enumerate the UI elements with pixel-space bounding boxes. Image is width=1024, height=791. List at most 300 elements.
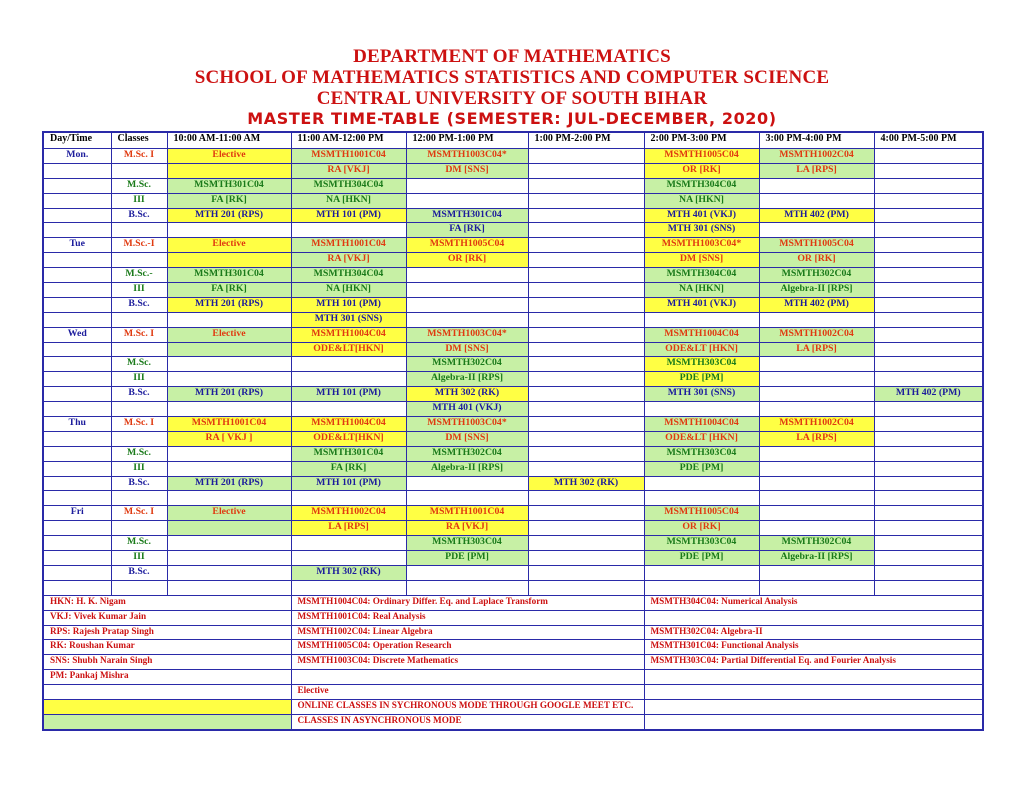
schedule-cell: [874, 357, 983, 372]
schedule-cell: [759, 446, 874, 461]
schedule-cell: [874, 253, 983, 268]
schedule-cell: MSMTH1003C04*: [406, 149, 528, 164]
schedule-cell: MSMTH1004C04: [291, 327, 406, 342]
schedule-cell: [759, 387, 874, 402]
table-row: [43, 178, 983, 193]
schedule-cell: [759, 580, 874, 595]
column-header: 10:00 AM-11:00 AM: [167, 132, 291, 149]
day-label: [43, 521, 111, 536]
schedule-cell: [291, 357, 406, 372]
day-label: Tue: [43, 238, 111, 253]
column-header: 12:00 PM-1:00 PM: [406, 132, 528, 149]
schedule-cell: [644, 565, 759, 580]
schedule-cell: MTH 101 (PM): [291, 297, 406, 312]
schedule-cell: DM [SNS]: [406, 163, 528, 178]
schedule-cell: OR [RK]: [406, 253, 528, 268]
course-legend: [291, 670, 644, 685]
schedule-cell: MSMTH1001C04: [291, 149, 406, 164]
schedule-cell: [874, 491, 983, 506]
legend-row: [43, 595, 983, 610]
schedule-cell: FA [RK]: [167, 193, 291, 208]
schedule-cell: [759, 178, 874, 193]
schedule-cell: [874, 417, 983, 432]
day-label: [43, 312, 111, 327]
schedule-cell: [167, 580, 291, 595]
schedule-cell: [759, 357, 874, 372]
schedule-cell: MSMTH1001C04: [167, 417, 291, 432]
schedule-cell: MSMTH302C04: [406, 357, 528, 372]
schedule-cell: [874, 551, 983, 566]
schedule-cell: ODE&LT[HKN]: [291, 431, 406, 446]
schedule-cell: [874, 372, 983, 387]
schedule-cell: RA [VKJ]: [406, 521, 528, 536]
table-row: [43, 193, 983, 208]
schedule-cell: MSMTH1003C04*: [406, 327, 528, 342]
schedule-cell: [406, 476, 528, 491]
schedule-cell: [644, 491, 759, 506]
schedule-cell: MTH 201 (RPS): [167, 208, 291, 223]
schedule-cell: MSMTH1005C04: [644, 506, 759, 521]
schedule-cell: RA [VKJ]: [291, 253, 406, 268]
class-label: [111, 491, 167, 506]
course-legend: [644, 685, 983, 700]
table-row: [43, 283, 983, 298]
schedule-cell: [167, 565, 291, 580]
schedule-cell: MSMTH304C04: [291, 178, 406, 193]
day-label: Wed: [43, 327, 111, 342]
schedule-cell: [167, 223, 291, 238]
course-legend: MSMTH301C04: Functional Analysis: [644, 640, 983, 655]
day-label: [43, 387, 111, 402]
schedule-cell: [167, 163, 291, 178]
table-row: [43, 491, 983, 506]
university-title: CENTRAL UNIVERSITY OF SOUTH BIHAR: [316, 88, 708, 109]
schedule-cell: [528, 327, 644, 342]
faculty-abbrev: [43, 699, 291, 714]
table-row: [43, 551, 983, 566]
schedule-cell: [759, 372, 874, 387]
course-legend: [644, 699, 983, 714]
schedule-cell: [406, 283, 528, 298]
schedule-cell: MSMTH1003C04*: [644, 238, 759, 253]
schedule-cell: MTH 201 (RPS): [167, 476, 291, 491]
schedule-cell: [406, 268, 528, 283]
day-label: [43, 565, 111, 580]
class-label: [111, 223, 167, 238]
class-label: III: [111, 193, 167, 208]
legend-row: [43, 714, 983, 729]
schedule-cell: NA [HKN]: [644, 283, 759, 298]
schedule-cell: [406, 193, 528, 208]
schedule-cell: [528, 565, 644, 580]
schedule-cell: [528, 387, 644, 402]
schedule-cell: MSMTH301C04: [167, 178, 291, 193]
schedule-cell: MTH 302 (RK): [406, 387, 528, 402]
schedule-cell: [874, 297, 983, 312]
class-label: B.Sc.: [111, 297, 167, 312]
column-header: Classes: [111, 132, 167, 149]
course-legend: [644, 610, 983, 625]
schedule-cell: [874, 238, 983, 253]
schedule-cell: [167, 253, 291, 268]
schedule-cell: [167, 357, 291, 372]
table-row: [43, 372, 983, 387]
schedule-cell: [167, 521, 291, 536]
schedule-cell: [406, 580, 528, 595]
class-label: M.Sc.: [111, 446, 167, 461]
schedule-cell: [759, 312, 874, 327]
schedule-cell: MSMTH1005C04: [759, 238, 874, 253]
schedule-cell: [406, 491, 528, 506]
course-legend: [644, 714, 983, 729]
schedule-cell: MTH 402 (PM): [759, 208, 874, 223]
class-label: M.Sc. I: [111, 506, 167, 521]
schedule-cell: [874, 178, 983, 193]
schedule-cell: [167, 402, 291, 417]
schedule-cell: MTH 401 (VKJ): [644, 208, 759, 223]
schedule-cell: ODE&LT [HKN]: [644, 342, 759, 357]
table-row: [43, 312, 983, 327]
schedule-cell: [528, 178, 644, 193]
class-label: [111, 521, 167, 536]
class-label: M.Sc.-I: [111, 238, 167, 253]
schedule-cell: MSMTH301C04: [291, 446, 406, 461]
day-label: Mon.: [43, 149, 111, 164]
schedule-cell: [759, 491, 874, 506]
legend-row: [43, 610, 983, 625]
day-label: [43, 431, 111, 446]
schedule-cell: Algebra-II [RPS]: [406, 372, 528, 387]
schedule-cell: PDE [PM]: [644, 461, 759, 476]
day-label: [43, 357, 111, 372]
column-header: 2:00 PM-3:00 PM: [644, 132, 759, 149]
schedule-cell: [528, 580, 644, 595]
schedule-cell: [167, 551, 291, 566]
day-label: Thu: [43, 417, 111, 432]
table-row: [43, 521, 983, 536]
faculty-abbrev: VKJ: Vivek Kumar Jain: [43, 610, 291, 625]
schedule-cell: MTH 401 (VKJ): [406, 402, 528, 417]
day-label: [43, 223, 111, 238]
school-title: SCHOOL OF MATHEMATICS STATISTICS AND COMPUTER SCIENCE: [194, 67, 830, 88]
schedule-cell: [528, 342, 644, 357]
course-legend: CLASSES IN ASYNCHRONOUS MODE: [291, 714, 644, 729]
table-row: [43, 417, 983, 432]
schedule-cell: MSMTH303C04: [644, 536, 759, 551]
schedule-cell: FA [RK]: [406, 223, 528, 238]
class-label: M.Sc. I: [111, 327, 167, 342]
faculty-abbrev: [43, 714, 291, 729]
schedule-cell: OR [RK]: [759, 253, 874, 268]
schedule-cell: PDE [PM]: [644, 551, 759, 566]
schedule-cell: MTH 101 (PM): [291, 387, 406, 402]
class-label: [111, 342, 167, 357]
day-label: [43, 283, 111, 298]
course-legend: ONLINE CLASSES IN SYCHRONOUS MODE THROUGH GOOGLE MEET ETC.: [291, 699, 644, 714]
schedule-cell: [874, 208, 983, 223]
schedule-cell: [874, 580, 983, 595]
day-label: [43, 491, 111, 506]
schedule-cell: MSMTH301C04: [406, 208, 528, 223]
course-legend: MSMTH1002C04: Linear Algebra: [291, 625, 644, 640]
class-label: M.Sc.: [111, 536, 167, 551]
legend-row: [43, 625, 983, 640]
class-label: [111, 402, 167, 417]
schedule-cell: [644, 402, 759, 417]
table-row: [43, 163, 983, 178]
schedule-cell: [528, 402, 644, 417]
day-label: [43, 476, 111, 491]
schedule-cell: NA [HKN]: [644, 193, 759, 208]
day-label: [43, 372, 111, 387]
schedule-cell: NA [HKN]: [291, 193, 406, 208]
course-legend: MSMTH1004C04: Ordinary Differ. Eq. and Laplace Transform: [291, 595, 644, 610]
schedule-cell: MSMTH303C04: [644, 357, 759, 372]
schedule-cell: MSMTH1001C04: [406, 506, 528, 521]
schedule-cell: [528, 223, 644, 238]
schedule-cell: OR [RK]: [644, 163, 759, 178]
schedule-cell: [759, 223, 874, 238]
class-label: M.Sc.: [111, 357, 167, 372]
table-row: [43, 580, 983, 595]
class-label: M.Sc. I: [111, 417, 167, 432]
schedule-cell: [874, 327, 983, 342]
schedule-cell: MTH 101 (PM): [291, 208, 406, 223]
schedule-cell: LA [RPS]: [759, 163, 874, 178]
column-header: 4:00 PM-5:00 PM: [874, 132, 983, 149]
schedule-cell: [528, 536, 644, 551]
schedule-cell: [874, 342, 983, 357]
schedule-cell: OR [RK]: [644, 521, 759, 536]
table-row: [43, 268, 983, 283]
schedule-cell: [874, 461, 983, 476]
day-label: [43, 297, 111, 312]
schedule-cell: [528, 149, 644, 164]
schedule-cell: [759, 506, 874, 521]
schedule-cell: LA [RPS]: [759, 342, 874, 357]
schedule-cell: [874, 283, 983, 298]
day-label: [43, 253, 111, 268]
day-label: [43, 193, 111, 208]
schedule-cell: [644, 580, 759, 595]
schedule-cell: MTH 301 (SNS): [644, 387, 759, 402]
class-label: III: [111, 551, 167, 566]
schedule-cell: MSMTH1004C04: [644, 327, 759, 342]
table-row: [43, 431, 983, 446]
schedule-cell: [874, 565, 983, 580]
schedule-cell: [874, 431, 983, 446]
class-label: III: [111, 283, 167, 298]
schedule-cell: [167, 342, 291, 357]
class-label: M.Sc. I: [111, 149, 167, 164]
schedule-cell: [528, 521, 644, 536]
class-label: [111, 312, 167, 327]
schedule-cell: MSMTH304C04: [291, 268, 406, 283]
column-header: Day/Time: [43, 132, 111, 149]
schedule-cell: [874, 223, 983, 238]
class-label: III: [111, 461, 167, 476]
schedule-cell: MSMTH302C04: [406, 446, 528, 461]
class-label: B.Sc.: [111, 387, 167, 402]
schedule-cell: MSMTH1001C04: [291, 238, 406, 253]
day-label: [43, 178, 111, 193]
table-row: [43, 238, 983, 253]
schedule-cell: [291, 402, 406, 417]
schedule-cell: [167, 312, 291, 327]
schedule-cell: [167, 461, 291, 476]
class-label: B.Sc.: [111, 565, 167, 580]
schedule-cell: MSMTH304C04: [644, 268, 759, 283]
day-label: Fri: [43, 506, 111, 521]
class-label: [111, 431, 167, 446]
schedule-cell: MSMTH1004C04: [644, 417, 759, 432]
class-label: M.Sc.-: [111, 268, 167, 283]
schedule-cell: [528, 312, 644, 327]
table-row: [43, 253, 983, 268]
schedule-cell: [167, 536, 291, 551]
schedule-cell: [528, 357, 644, 372]
schedule-cell: MSMTH1005C04: [644, 149, 759, 164]
table-row: [43, 149, 983, 164]
table-row: [43, 402, 983, 417]
schedule-cell: MTH 302 (RK): [291, 565, 406, 580]
schedule-cell: RA [VKJ]: [291, 163, 406, 178]
schedule-cell: [291, 491, 406, 506]
schedule-cell: MSMTH1003C04*: [406, 417, 528, 432]
schedule-cell: [528, 163, 644, 178]
schedule-cell: MTH 402 (PM): [874, 387, 983, 402]
legend-row: [43, 685, 983, 700]
schedule-cell: [406, 565, 528, 580]
schedule-cell: ODE&LT[HKN]: [291, 342, 406, 357]
faculty-abbrev: HKN: H. K. Nigam: [43, 595, 291, 610]
day-label: [43, 208, 111, 223]
schedule-cell: MSMTH1002C04: [759, 417, 874, 432]
schedule-cell: MSMTH1002C04: [291, 506, 406, 521]
faculty-abbrev: PM: Pankaj Mishra: [43, 670, 291, 685]
schedule-cell: [644, 476, 759, 491]
schedule-cell: [874, 402, 983, 417]
schedule-cell: [874, 446, 983, 461]
schedule-cell: LA [RPS]: [759, 431, 874, 446]
faculty-abbrev: RPS: Rajesh Pratap Singh: [43, 625, 291, 640]
schedule-cell: [759, 565, 874, 580]
legend-row: [43, 655, 983, 670]
schedule-cell: [874, 193, 983, 208]
course-legend: MSMTH303C04: Partial Differential Eq. and Fourier Analysis: [644, 655, 983, 670]
class-label: [111, 253, 167, 268]
schedule-cell: MTH 401 (VKJ): [644, 297, 759, 312]
day-label: [43, 402, 111, 417]
legend-row: [43, 670, 983, 685]
schedule-cell: FA [RK]: [167, 283, 291, 298]
legend-row: [43, 640, 983, 655]
class-label: [111, 163, 167, 178]
schedule-cell: MSMTH1005C04: [406, 238, 528, 253]
schedule-cell: [291, 223, 406, 238]
schedule-cell: [291, 536, 406, 551]
course-legend: MSMTH304C04: Numerical Analysis: [644, 595, 983, 610]
course-legend: [644, 670, 983, 685]
schedule-cell: [874, 312, 983, 327]
table-row: [43, 327, 983, 342]
class-label: B.Sc.: [111, 208, 167, 223]
schedule-cell: [874, 149, 983, 164]
schedule-cell: [291, 551, 406, 566]
day-label: [43, 536, 111, 551]
schedule-cell: [528, 208, 644, 223]
day-label: [43, 446, 111, 461]
schedule-cell: [874, 476, 983, 491]
schedule-cell: ODE&LT [HKN]: [644, 431, 759, 446]
course-legend: MSMTH1001C04: Real Analysis: [291, 610, 644, 625]
course-legend: MSMTH1003C04: Discrete Mathematics: [291, 655, 644, 670]
schedule-cell: DM [SNS]: [644, 253, 759, 268]
schedule-cell: LA [RPS]: [291, 521, 406, 536]
table-row: [43, 342, 983, 357]
document-header: [0, 46, 1024, 128]
schedule-cell: [874, 268, 983, 283]
schedule-cell: [528, 283, 644, 298]
schedule-cell: MTH 101 (PM): [291, 476, 406, 491]
table-row: [43, 387, 983, 402]
schedule-cell: [528, 297, 644, 312]
schedule-cell: MSMTH301C04: [167, 268, 291, 283]
faculty-abbrev: SNS: Shubh Narain Singh: [43, 655, 291, 670]
schedule-cell: Elective: [167, 238, 291, 253]
column-header: 11:00 AM-12:00 PM: [291, 132, 406, 149]
course-legend: Elective: [291, 685, 644, 700]
schedule-cell: MTH 201 (RPS): [167, 387, 291, 402]
column-header: 3:00 PM-4:00 PM: [759, 132, 874, 149]
day-label: [43, 461, 111, 476]
faculty-abbrev: [43, 685, 291, 700]
table-row: [43, 297, 983, 312]
timetable-title: MASTER TIME-TABLE (SEMESTER: JUL-DECEMBER, 2020): [247, 109, 777, 128]
schedule-cell: [759, 461, 874, 476]
column-header: 1:00 PM-2:00 PM: [528, 132, 644, 149]
legend-row: [43, 699, 983, 714]
schedule-cell: [874, 506, 983, 521]
schedule-cell: [528, 506, 644, 521]
table-row: [43, 223, 983, 238]
course-legend: MSMTH302C04: Algebra-II: [644, 625, 983, 640]
schedule-cell: [528, 268, 644, 283]
timetable-header-row: [43, 132, 983, 149]
class-label: [111, 580, 167, 595]
day-label: [43, 551, 111, 566]
table-row: [43, 357, 983, 372]
schedule-cell: MSMTH304C04: [644, 178, 759, 193]
schedule-cell: [291, 580, 406, 595]
schedule-cell: MSMTH1002C04: [759, 149, 874, 164]
schedule-cell: [406, 312, 528, 327]
schedule-cell: [528, 551, 644, 566]
table-row: [43, 476, 983, 491]
course-legend: MSMTH1005C04: Operation Research: [291, 640, 644, 655]
class-label: M.Sc.: [111, 178, 167, 193]
table-row: [43, 461, 983, 476]
schedule-cell: NA [HKN]: [291, 283, 406, 298]
schedule-cell: [528, 193, 644, 208]
schedule-cell: [759, 476, 874, 491]
schedule-cell: [528, 461, 644, 476]
department-title: DEPARTMENT OF MATHEMATICS: [353, 46, 671, 67]
schedule-cell: [528, 491, 644, 506]
schedule-cell: Algebra-II [RPS]: [759, 283, 874, 298]
schedule-cell: [528, 372, 644, 387]
schedule-cell: [167, 446, 291, 461]
